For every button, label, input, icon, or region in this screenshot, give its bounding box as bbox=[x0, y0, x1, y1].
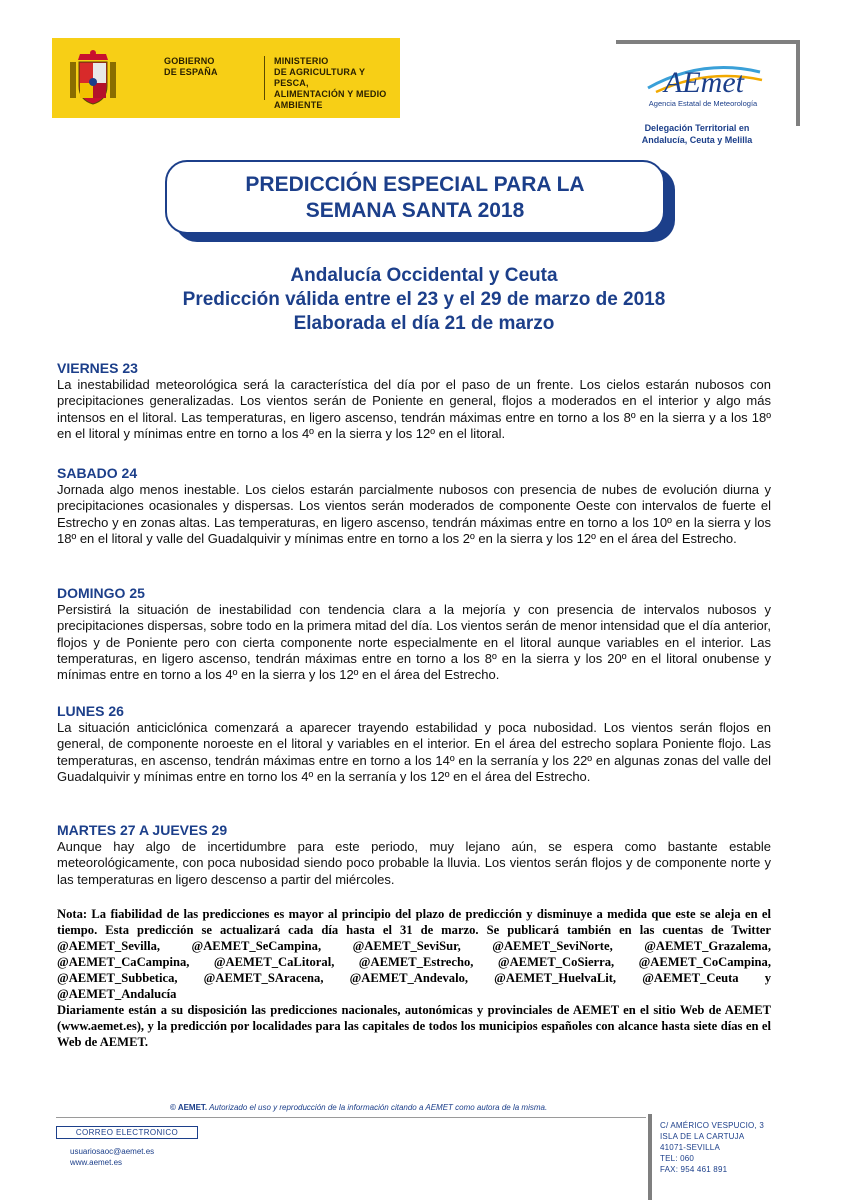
section-heading: SABADO 24 bbox=[57, 465, 138, 481]
section-heading: VIERNES 23 bbox=[57, 360, 138, 376]
logo-frame-side bbox=[796, 40, 800, 126]
note-paragraph: Diariamente están a su disposición las predicciones nacionales, autonómicas y provinciales de AEMET en el sitio Web de AEMET (www.aemet.es), y la predicción por localidades para las capitales de todos los municipios españoles con alcance hasta siete días en el Web de AEMET. bbox=[57, 1003, 771, 1049]
aemet-logo bbox=[612, 52, 792, 102]
reliability-note bbox=[57, 906, 771, 1050]
address-frame-side bbox=[648, 1114, 652, 1200]
section-text: Jornada algo menos inestable. Los cielos estarán parcialmente nubosos con presencia de nubes de evolución diurna y precipitaciones ocasionales y dispersas. Los vientos serán moderados de componente Oeste con intervalos de fuerte el Estrecho y en zonas altas. Las temperaturas, en ligero ascenso, tendrán máximas entre en torno a los 10º en la sierra y los 18º en el litoral y valle del Guadalquivir y mínimas entre en torno a los 2º en la sierra y los 12º en el área del Estrecho. bbox=[57, 482, 771, 546]
title-box bbox=[165, 160, 665, 234]
ministry-name: MINISTERIO DE AGRICULTURA Y PESCA, ALIMENTACIÓN Y MEDIO AMBIENTE bbox=[274, 56, 387, 110]
section-lunes bbox=[57, 703, 771, 785]
email-label-box: CORREO ELECTRONICO bbox=[56, 1126, 198, 1139]
copyright-credit bbox=[170, 1103, 650, 1112]
section-martes-jueves bbox=[57, 822, 771, 888]
government-header-band bbox=[52, 38, 400, 118]
aemet-subtitle: Agencia Estatal de Meteorología bbox=[648, 99, 758, 108]
note-paragraph: Nota: La fiabilidad de las predicciones es mayor al principio del plazo de predicción y disminuye a medida que este se aleja en el tiempo. Esta predicción se actualizará cada día hasta el 31 de marzo. Se publicará también en las cuentas de Twitter @AEMET_Sevilla, @AEMET_SeCampina, @AEMET_SeviSur, @AEMET_SeviNorte, @AEMET_Grazalema, @AEMET_CaCampina, @AEMET_CaLitoral, @AEMET_Estrecho, @AEMET_CoSierra, @AEMET_CoCampina, @AEMET_Subbetica, @AEMET_SAracena, @AEMET_Andevalo, @AEMET_HuelvaLit, @AEMET_Ceuta y @AEMET_Andalucía bbox=[57, 907, 771, 1001]
aemet-logo-text: AEmet bbox=[664, 66, 744, 99]
coat-of-arms-icon bbox=[66, 48, 120, 108]
website-link[interactable]: www.aemet.es bbox=[70, 1158, 123, 1167]
postal-address: C/ AMÉRICO VESPUCIO, 3 ISLA DE LA CARTUJA 41071-SEVILLA TEL: 060 FAX: 954 461 891 bbox=[660, 1121, 764, 1174]
section-text: La situación anticiclónica comenzará a aparecer trayendo estabilidad y poca nubosidad. Los vientos serán flojos en general, de componente noroeste en el litoral y variables en el interior. En el área del estrecho soplara Poniente flojo. Las temperaturas, en ascenso, tendrán máximas entre en torno a los 14º en la serranía y los 22º en algunas zonas del valle del Guadalquivir y mínimas entre en torno los 4º en la serranía y los 12º en el área del Estrecho. bbox=[57, 720, 771, 784]
section-heading: DOMINGO 25 bbox=[57, 585, 145, 601]
section-heading: LUNES 26 bbox=[57, 703, 124, 719]
section-heading: MARTES 27 A JUEVES 29 bbox=[57, 822, 228, 838]
section-text: La inestabilidad meteorológica será la característica del día por el paso de un frente. Los cielos estarán nubosos con precipitaciones generalizadas. Los vientos serán de Poniente en general, flojos a moderados en el interior y algo más intensos en el litoral. Las temperaturas, en ligero ascenso, tendrán máximas entre en torno a los 8º en la sierra y a los 18º en el litoral y mínimas entre en torno a los 4º en la sierra y los 12º en el litoral. bbox=[57, 377, 771, 441]
section-sabado bbox=[57, 465, 771, 547]
section-domingo bbox=[57, 585, 771, 683]
delegation-label: Delegación Territorial en Andalucía, Ceuta y Melilla bbox=[641, 123, 753, 145]
email-link[interactable]: usuariosaoc@aemet.es bbox=[70, 1147, 155, 1156]
forecast-subtitle: Andalucía Occidental y Ceuta Predicción válida entre el 23 y el 29 de marzo de 2018 Elaborada el día 21 de marzo bbox=[182, 265, 666, 334]
header-divider bbox=[264, 56, 265, 100]
page-title: PREDICCIÓN ESPECIAL PARA LA SEMANA SANTA 2018 bbox=[245, 173, 585, 222]
credit-text: Autorizado el uso y reproducción de la información citando a AEMET como autora de la misma. bbox=[207, 1103, 548, 1112]
contact-info bbox=[70, 1146, 154, 1168]
credit-brand: © AEMET. bbox=[170, 1103, 208, 1112]
section-text: Persistirá la situación de inestabilidad con tendencia clara a la mejoría y con presencia de intervalos nubosos y precipitaciones dispersas, sobre todo en la primera mitad del día. Los vientos serán de menor intensidad que el día anterior, flojos y de Poniente pero con cierta componente norte especialmente en el litoral aunque variables en el interior. Las temperaturas, en ligero ascenso, tendrán máximas entre en torno a los 8º en la sierra y los 20º en el litoral onubense y mínimas entre en torno a los 4º en la sierra y los 12º en el área del Estrecho. bbox=[57, 602, 771, 683]
logo-frame-top bbox=[616, 40, 800, 44]
section-text: Aunque hay algo de incertidumbre para este periodo, muy lejano aún, se espera como bastante estable meteorológicamente, con poca nubosidad siendo poco probable la lluvia. Los vientos serán flojos y de componente norte y las temperaturas en ligero descenso a partir del miércoles. bbox=[57, 839, 771, 887]
government-name: GOBIERNO DE ESPAÑA bbox=[164, 56, 218, 77]
footer-divider bbox=[56, 1117, 646, 1118]
section-viernes bbox=[57, 360, 771, 442]
